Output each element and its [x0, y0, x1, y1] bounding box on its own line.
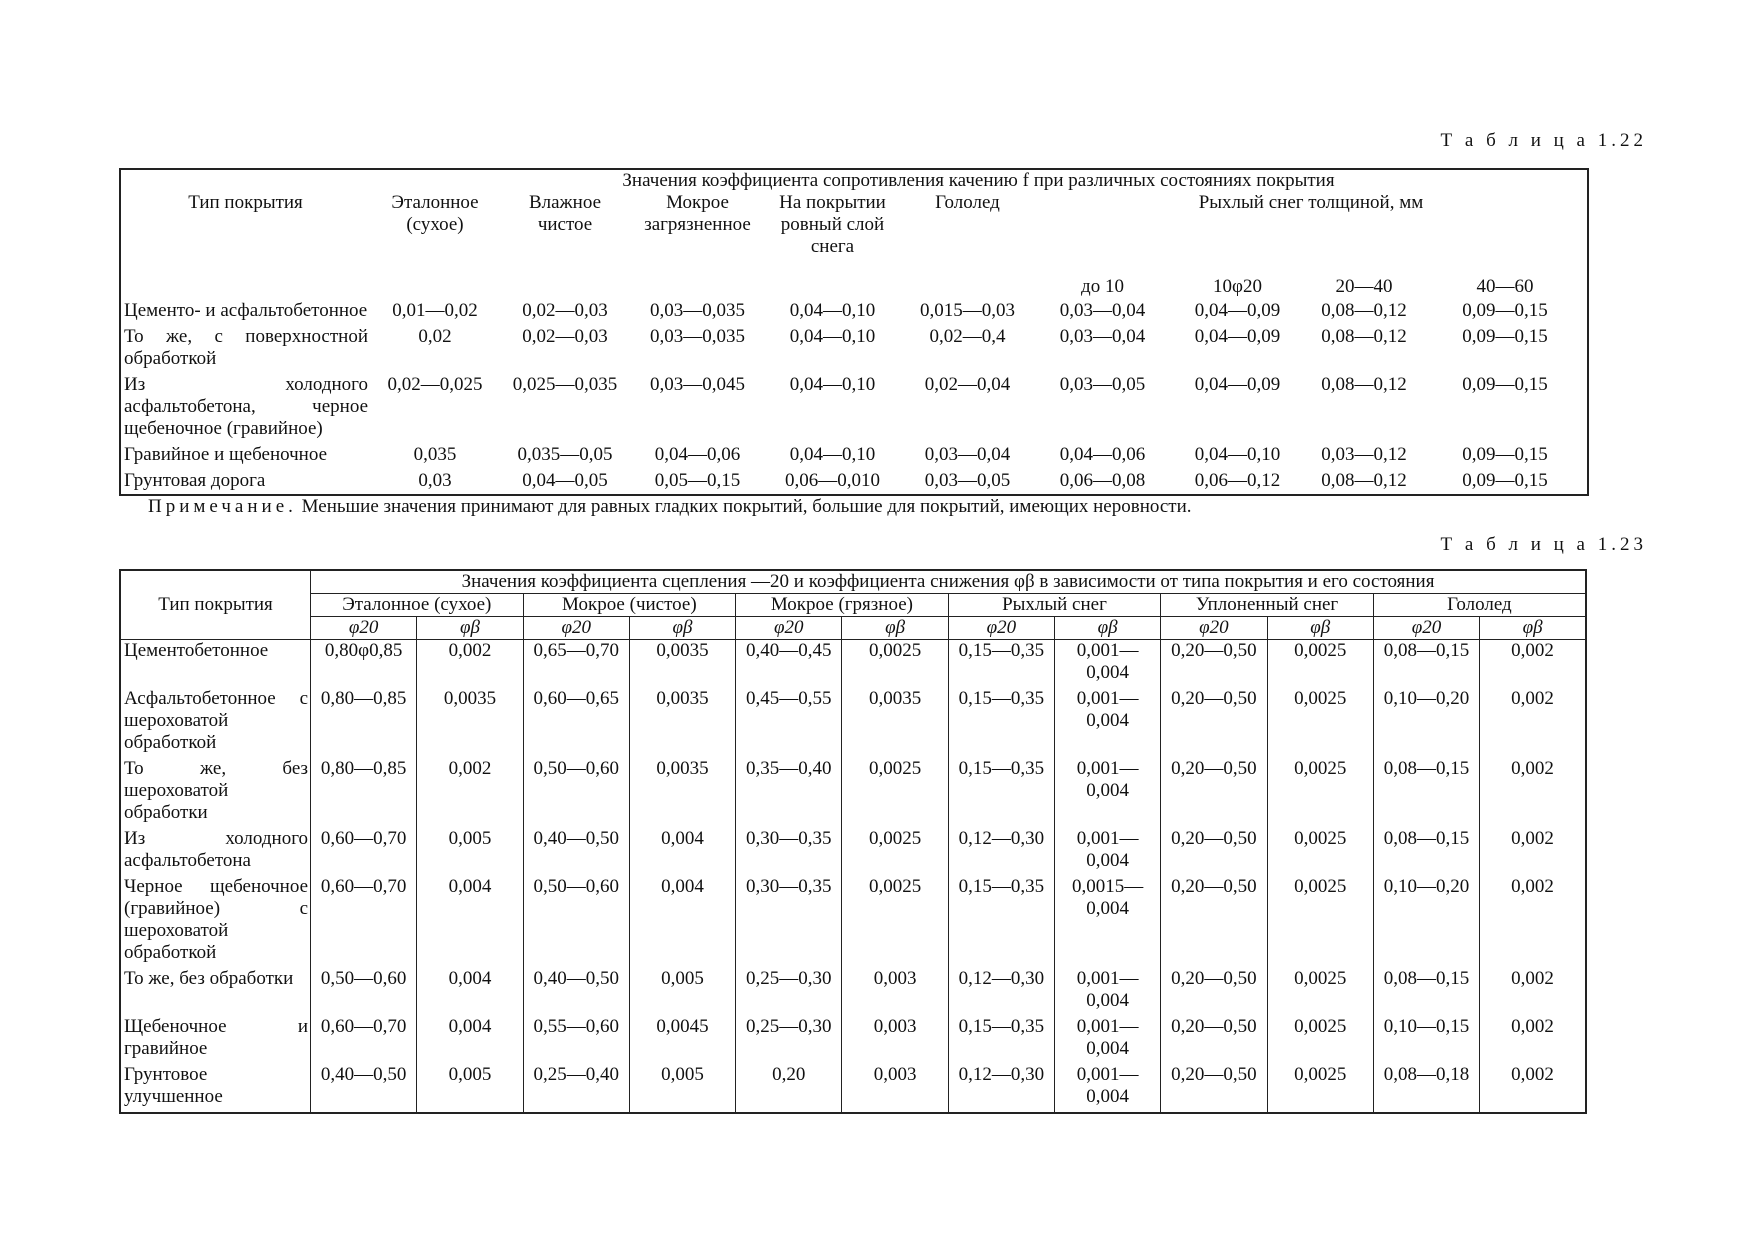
value-cell: 0,03—0,05	[1059, 374, 1146, 395]
table-row	[120, 372, 1588, 442]
value-cell: 0,04—0,05	[522, 470, 608, 491]
value-cell: 0,002	[1480, 640, 1586, 689]
table-row	[120, 298, 1588, 324]
value-cell: 0,003	[842, 1016, 948, 1064]
value-cell: 0,04—0,10	[789, 326, 876, 347]
value-cell: 0,15—0,35	[948, 640, 1054, 689]
value-cell: 0,001—0,004	[1054, 1064, 1160, 1113]
value-cell: 0,04—0,09	[1194, 374, 1281, 395]
phi20-symbol: φ20	[1161, 617, 1267, 640]
value-cell: 0,02—0,4	[929, 326, 1006, 347]
value-cell: 0,30—0,35	[736, 828, 842, 876]
phib-symbol: φβ	[1267, 617, 1373, 640]
phib-symbol: φβ	[842, 617, 948, 640]
table-1-group-header: Значения коэффициента сопротивления качению f при различных состояниях покрытия	[622, 170, 1335, 191]
value-cell: 0,06—0,010	[785, 470, 880, 491]
value-cell: 0,01—0,02	[392, 300, 478, 321]
surface-type-cell: То же, без обработки	[120, 968, 311, 1016]
value-cell: 0,12—0,30	[948, 1064, 1054, 1113]
value-cell: 0,0025	[842, 758, 948, 828]
value-cell: 0,03—0,035	[650, 326, 745, 347]
value-cell: 0,15—0,35	[948, 1016, 1054, 1064]
value-cell: 0,08—0,15	[1373, 828, 1479, 876]
value-cell: 0,06—0,12	[1194, 470, 1281, 491]
value-cell: 0,0035	[417, 688, 523, 758]
value-cell: 0,001—0,004	[1054, 688, 1160, 758]
value-cell: 0,0035	[842, 688, 948, 758]
table-row	[120, 758, 1586, 828]
value-cell: 0,002	[1480, 1016, 1586, 1064]
value-cell: 0,03—0,04	[924, 444, 1011, 465]
value-cell: 0,12—0,30	[948, 968, 1054, 1016]
value-cell: 0,50—0,60	[311, 968, 417, 1016]
value-cell: 0,12—0,30	[948, 828, 1054, 876]
phi20-symbol: φ20	[736, 617, 842, 640]
symbol-row	[120, 617, 1586, 640]
value-cell: 0,20—0,50	[1161, 640, 1267, 689]
value-cell: 0,08—0,18	[1373, 1064, 1479, 1113]
table-row	[120, 468, 1588, 495]
value-cell: 0,80φ0,85	[311, 640, 417, 689]
value-cell: 0,0025	[842, 828, 948, 876]
surface-type-cell: Грунтовое улучшенное	[120, 1064, 311, 1113]
value-cell: 0,025—0,035	[512, 374, 618, 395]
table-row	[120, 1016, 1586, 1064]
value-cell: 0,03—0,04	[1059, 300, 1146, 321]
value-cell: 0,03—0,12	[1321, 444, 1407, 465]
note-text: Меньшие значения принимают для равных гладких покрытий, большие для покрытий, имеющих неровности.	[296, 496, 1192, 517]
value-cell: 0,20—0,50	[1161, 688, 1267, 758]
value-cell: 0,09—0,15	[1462, 374, 1548, 395]
value-cell: 0,05—0,15	[654, 470, 741, 491]
value-cell: 0,04—0,06	[1059, 444, 1146, 465]
column-header: Гололед	[935, 192, 1000, 213]
snow-column-header: 10φ20	[1213, 276, 1262, 297]
value-cell: 0,005	[417, 1064, 523, 1113]
column-header: Эталонное (сухое)	[391, 192, 479, 235]
value-cell: 0,02—0,04	[924, 374, 1011, 395]
value-cell: 0,005	[629, 1064, 735, 1113]
value-cell: 0,40—0,50	[523, 968, 629, 1016]
value-cell: 0,10—0,20	[1373, 688, 1479, 758]
value-cell: 0,25—0,30	[736, 1016, 842, 1064]
phi20-symbol: φ20	[311, 617, 417, 640]
value-cell: 0,40—0,45	[736, 640, 842, 689]
note-lead: Примечание.	[148, 496, 297, 517]
value-cell: 0,20	[736, 1064, 842, 1113]
value-cell: 0,002	[1480, 968, 1586, 1016]
value-cell: 0,002	[1480, 688, 1586, 758]
value-cell: 0,035	[413, 444, 457, 465]
value-cell: 0,001—0,004	[1054, 1016, 1160, 1064]
value-cell: 0,02—0,025	[387, 374, 483, 395]
value-cell: 0,08—0,12	[1321, 326, 1407, 347]
surface-type-cell: Из холодного асфальтобетона	[120, 828, 311, 876]
table-row	[120, 640, 1586, 689]
table-row	[120, 1064, 1586, 1113]
value-cell: 0,0025	[842, 640, 948, 689]
value-cell: 0,0025	[1267, 828, 1373, 876]
table-2-caption: Т а б л и ц а 1.23	[1440, 534, 1647, 555]
value-cell: 0,005	[629, 968, 735, 1016]
value-cell: 0,15—0,35	[948, 758, 1054, 828]
state-header: Мокрое (грязное)	[736, 594, 949, 617]
column-header: Влажное чистое	[528, 192, 602, 235]
value-cell: 0,0025	[1267, 876, 1373, 968]
table-2-body	[120, 640, 1586, 1114]
value-cell: 0,035—0,05	[517, 444, 613, 465]
value-cell: 0,20—0,50	[1161, 968, 1267, 1016]
value-cell: 0,08—0,15	[1373, 968, 1479, 1016]
table-row	[120, 828, 1586, 876]
value-cell: 0,80—0,85	[311, 688, 417, 758]
phib-symbol: φβ	[417, 617, 523, 640]
value-cell: 0,55—0,60	[523, 1016, 629, 1064]
surface-type-cell: То же, без шероховатой обработки	[120, 758, 311, 828]
state-header: Эталонное (сухое)	[311, 594, 524, 617]
value-cell: 0,60—0,70	[311, 1016, 417, 1064]
phib-symbol: φβ	[1480, 617, 1586, 640]
value-cell: 0,002	[1480, 758, 1586, 828]
state-header: Мокрое (чистое)	[523, 594, 736, 617]
column-header: На покрытии ровный слой снега	[779, 192, 886, 257]
value-cell: 0,04—0,09	[1194, 326, 1281, 347]
phi20-symbol: φ20	[1373, 617, 1479, 640]
value-cell: 0,08—0,12	[1321, 374, 1407, 395]
value-cell: 0,08—0,12	[1321, 470, 1407, 491]
value-cell: 0,04—0,06	[654, 444, 741, 465]
value-cell: 0,003	[842, 968, 948, 1016]
value-cell: 0,03—0,035	[650, 300, 745, 321]
value-cell: 0,60—0,65	[523, 688, 629, 758]
value-cell: 0,20—0,50	[1161, 1064, 1267, 1113]
value-cell: 0,0035	[629, 758, 735, 828]
value-cell: 0,003	[842, 1064, 948, 1113]
value-cell: 0,03	[418, 470, 452, 491]
value-cell: 0,06—0,08	[1059, 470, 1146, 491]
value-cell: 0,04—0,10	[789, 444, 876, 465]
table-1-caption: Т а б л и ц а 1.22	[1440, 130, 1647, 151]
value-cell: 0,004	[629, 828, 735, 876]
value-cell: 0,002	[417, 758, 523, 828]
value-cell: 0,20—0,50	[1161, 876, 1267, 968]
phib-symbol: φβ	[1054, 617, 1160, 640]
value-cell: 0,20—0,50	[1161, 758, 1267, 828]
surface-type-cell: Цементобетонное	[120, 640, 311, 689]
value-cell: 0,001—0,004	[1054, 758, 1160, 828]
value-cell: 0,60—0,70	[311, 828, 417, 876]
value-cell: 0,015—0,03	[920, 300, 1015, 321]
value-cell: 0,02	[418, 326, 452, 347]
value-cell: 0,0045	[629, 1016, 735, 1064]
value-cell: 0,60—0,70	[311, 876, 417, 968]
value-cell: 0,0025	[1267, 640, 1373, 689]
value-cell: 0,15—0,35	[948, 876, 1054, 968]
surface-type-cell: Грунтовая дорога	[124, 470, 266, 491]
value-cell: 0,15—0,35	[948, 688, 1054, 758]
table-row	[120, 442, 1588, 468]
value-cell: 0,25—0,40	[523, 1064, 629, 1113]
value-cell: 0,0035	[629, 688, 735, 758]
value-cell: 0,04—0,09	[1194, 300, 1281, 321]
table-2-header	[120, 570, 1586, 640]
value-cell: 0,09—0,15	[1462, 326, 1548, 347]
surface-type-cell: Асфальтобетонное с шероховатой обработкой	[120, 688, 311, 758]
value-cell: 0,0015—0,004	[1054, 876, 1160, 968]
value-cell: 0,03—0,05	[924, 470, 1011, 491]
value-cell: 0,20—0,50	[1161, 828, 1267, 876]
table-2-group-header: Значения коэффициента сцепления —20 и коэффициента снижения φβ в зависимости от типа покрытия и его состояния	[311, 570, 1586, 594]
value-cell: 0,09—0,15	[1462, 470, 1548, 491]
rolling-resistance-table	[119, 168, 1589, 496]
table-1-header	[120, 169, 1588, 298]
surface-type-cell: Цементо- и асфальтобетонное	[124, 300, 368, 321]
snow-column-header: 40—60	[1476, 276, 1534, 297]
snow-header: Рыхлый снег толщиной, мм	[1198, 192, 1424, 213]
value-cell: 0,04—0,10	[789, 300, 876, 321]
value-cell: 0,03—0,04	[1059, 326, 1146, 347]
value-cell: 0,10—0,20	[1373, 876, 1479, 968]
adhesion-coefficient-table	[119, 569, 1587, 1114]
value-cell: 0,40—0,50	[523, 828, 629, 876]
state-header: Рыхлый снег	[948, 594, 1161, 617]
value-cell: 0,80—0,85	[311, 758, 417, 828]
value-cell: 0,004	[417, 1016, 523, 1064]
column-header: Мокрое загрязненное	[644, 192, 751, 235]
value-cell: 0,03—0,045	[650, 374, 745, 395]
surface-type-cell: То же, с поверхностной обработкой	[124, 326, 368, 369]
value-cell: 0,0025	[1267, 968, 1373, 1016]
value-cell: 0,30—0,35	[736, 876, 842, 968]
value-cell: 0,08—0,15	[1373, 640, 1479, 689]
value-cell: 0,65—0,70	[523, 640, 629, 689]
value-cell: 0,004	[629, 876, 735, 968]
surface-type-cell: Гравийное и щебеночное	[124, 444, 328, 465]
value-cell: 0,09—0,15	[1462, 444, 1548, 465]
value-cell: 0,45—0,55	[736, 688, 842, 758]
table-row	[120, 968, 1586, 1016]
table-row	[120, 324, 1588, 372]
value-cell: 0,001—0,004	[1054, 828, 1160, 876]
value-cell: 0,0025	[1267, 1016, 1373, 1064]
value-cell: 0,08—0,12	[1321, 300, 1407, 321]
value-cell: 0,50—0,60	[523, 758, 629, 828]
state-header: Уплоненный снег	[1161, 594, 1374, 617]
table-row	[120, 876, 1586, 968]
value-cell: 0,0035	[629, 640, 735, 689]
value-cell: 0,02—0,03	[522, 300, 608, 321]
table-2-type-header: Тип покрытия	[120, 570, 311, 640]
value-cell: 0,04—0,10	[789, 374, 876, 395]
table-1-type-header: Тип покрытия	[188, 192, 303, 213]
table-1-body	[120, 298, 1588, 495]
value-cell: 0,04—0,10	[1194, 444, 1281, 465]
surface-type-cell: Из холодного асфальтобетона, черное щебеночное (гравийное)	[124, 374, 368, 439]
value-cell: 0,35—0,40	[736, 758, 842, 828]
value-cell: 0,09—0,15	[1462, 300, 1548, 321]
surface-type-cell: Черное щебеночное (гравийное) с шероховатой обработкой	[120, 876, 311, 968]
phi20-symbol: φ20	[948, 617, 1054, 640]
value-cell: 0,001—0,004	[1054, 968, 1160, 1016]
value-cell: 0,08—0,15	[1373, 758, 1479, 828]
value-cell: 0,20—0,50	[1161, 1016, 1267, 1064]
phi20-symbol: φ20	[523, 617, 629, 640]
value-cell: 0,0025	[1267, 758, 1373, 828]
table-1-note	[148, 496, 1192, 518]
phib-symbol: φβ	[629, 617, 735, 640]
value-cell: 0,002	[1480, 828, 1586, 876]
value-cell: 0,0025	[1267, 1064, 1373, 1113]
value-cell: 0,001—0,004	[1054, 640, 1160, 689]
value-cell: 0,004	[417, 876, 523, 968]
value-cell: 0,002	[1480, 1064, 1586, 1113]
value-cell: 0,50—0,60	[523, 876, 629, 968]
value-cell: 0,25—0,30	[736, 968, 842, 1016]
value-cell: 0,004	[417, 968, 523, 1016]
snow-column-header: 20—40	[1335, 276, 1393, 297]
value-cell: 0,005	[417, 828, 523, 876]
value-cell: 0,10—0,15	[1373, 1016, 1479, 1064]
snow-column-header: до 10	[1081, 276, 1124, 297]
value-cell: 0,0025	[842, 876, 948, 968]
state-header: Гололед	[1373, 594, 1586, 617]
value-cell: 0,002	[417, 640, 523, 689]
value-cell: 0,002	[1480, 876, 1586, 968]
table-row	[120, 688, 1586, 758]
value-cell: 0,40—0,50	[311, 1064, 417, 1113]
value-cell: 0,0025	[1267, 688, 1373, 758]
surface-type-cell: Щебеночное и гравийное	[120, 1016, 311, 1064]
value-cell: 0,02—0,03	[522, 326, 608, 347]
